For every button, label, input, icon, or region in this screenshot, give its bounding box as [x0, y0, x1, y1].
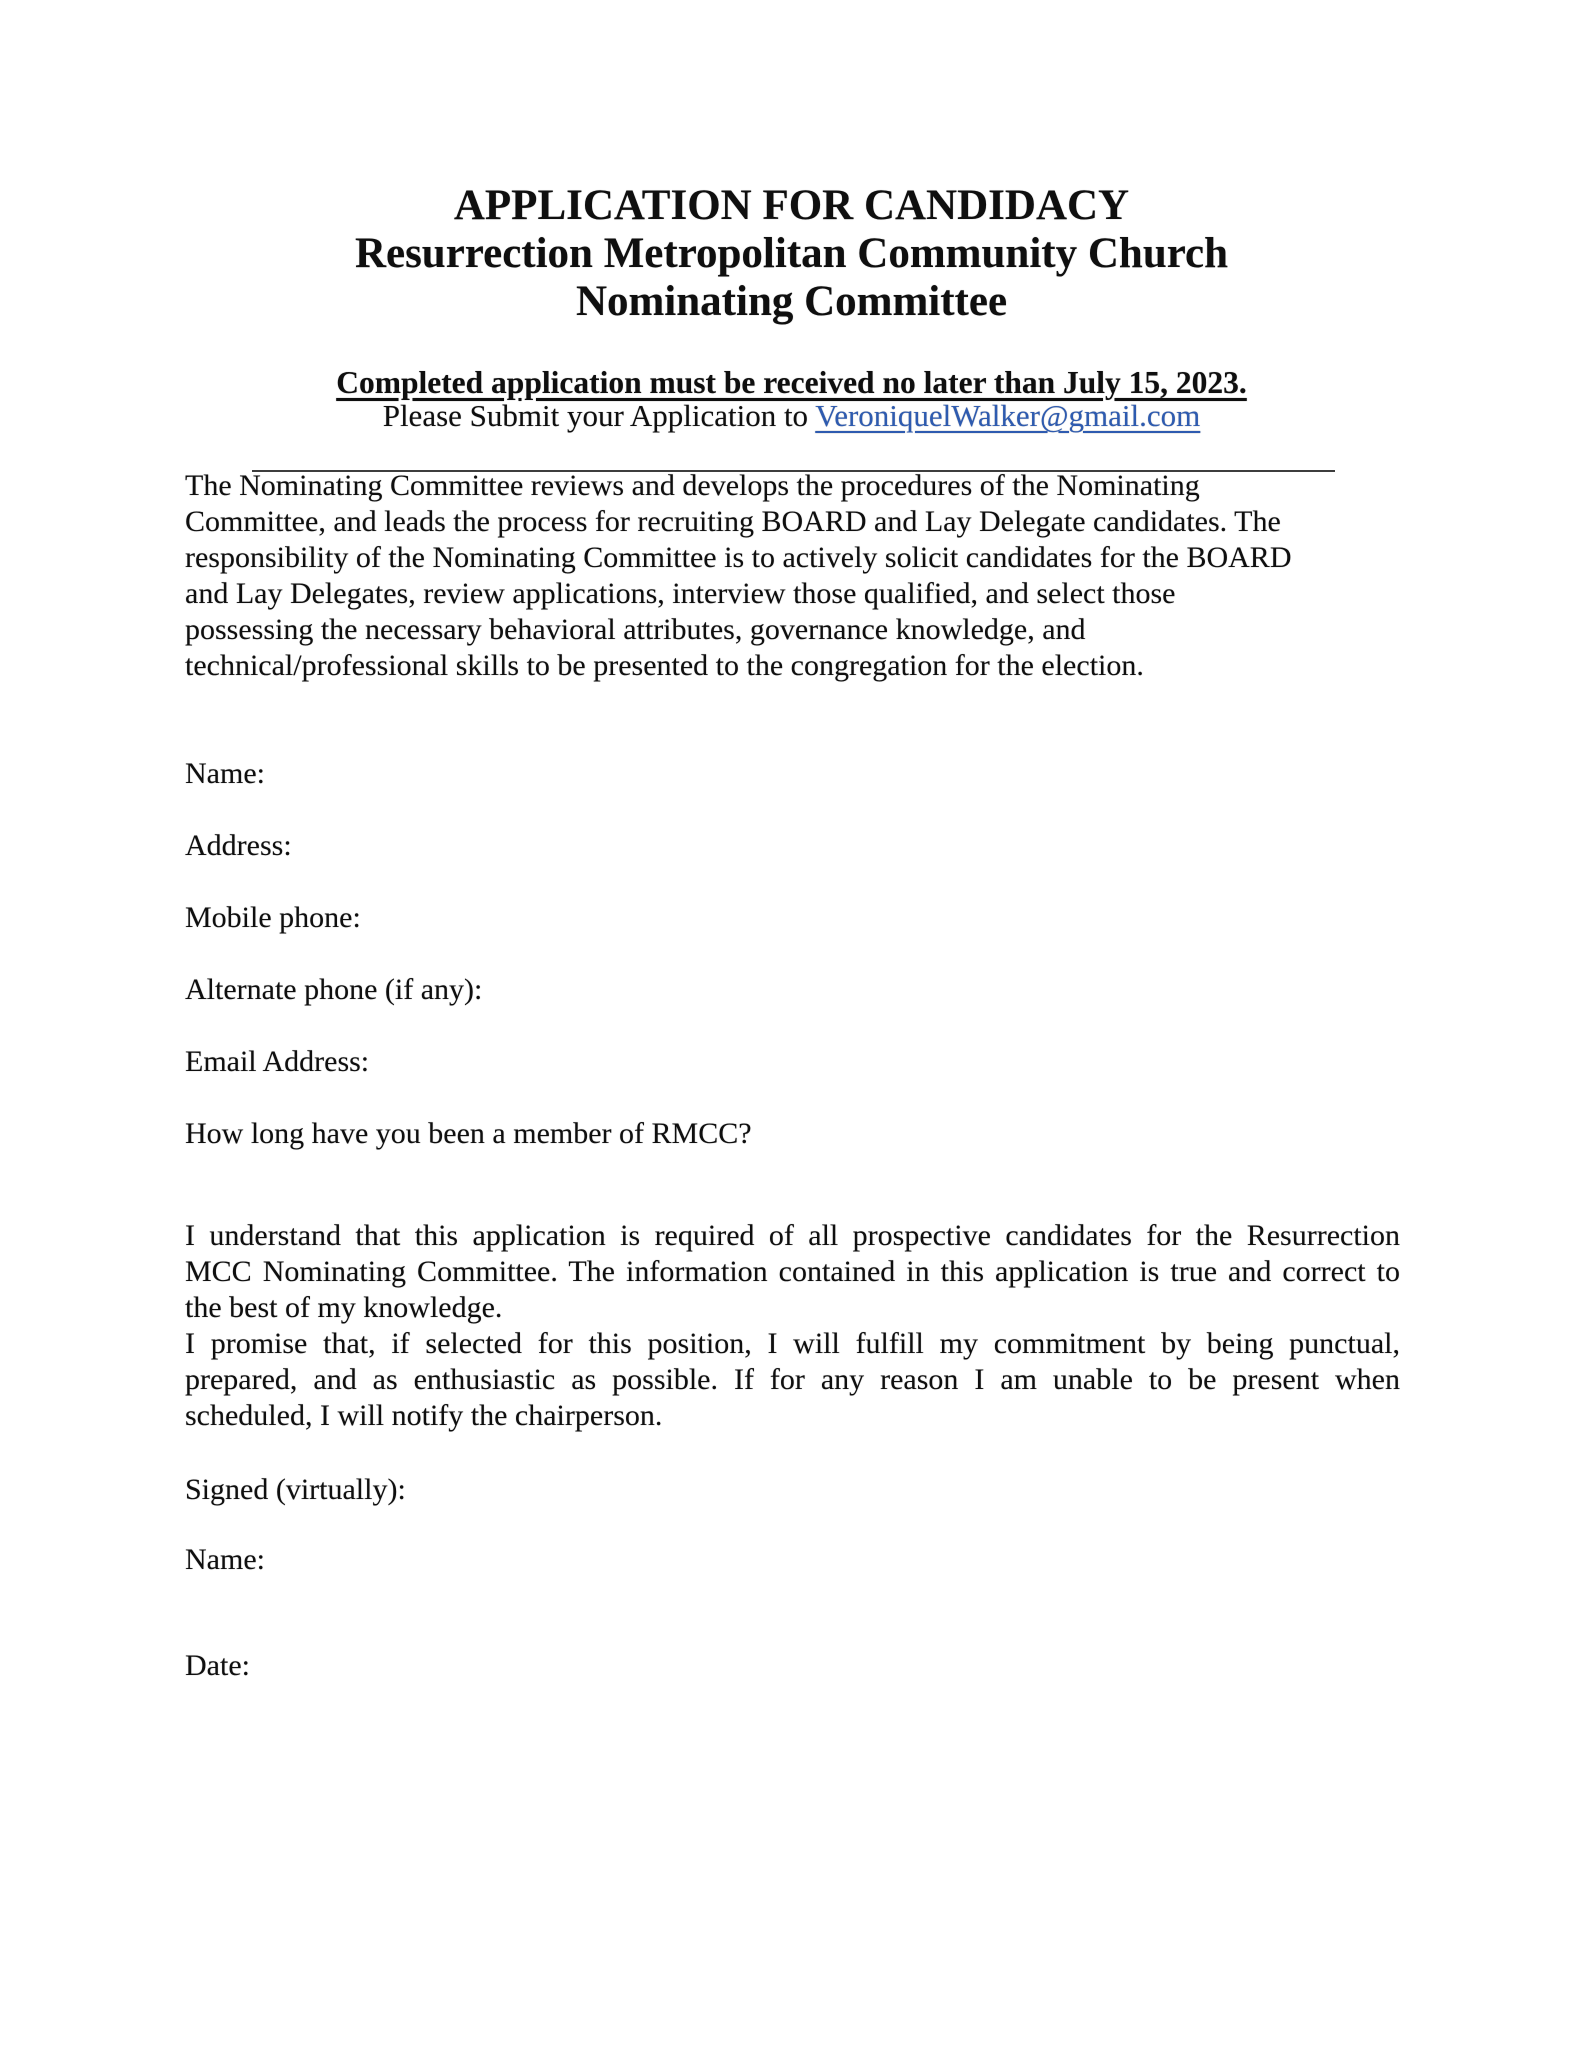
form-field-label: Mobile phone: — [185, 901, 361, 934]
form-field-labels — [185, 756, 1400, 1188]
intro-paragraph-line: The Nominating Committee reviews and develops the procedures of the Nominating — [185, 469, 1200, 502]
declaration-line: I understand that this application is required of all prospective candidates for the Resurrection — [185, 1219, 1400, 1252]
intro-paragraph-line: Committee, and leads the process for recruiting BOARD and Lay Delegate candidates. The — [185, 505, 1281, 538]
page-title — [0, 182, 1583, 326]
signature-name-label: Name: — [185, 1543, 265, 1576]
intro-paragraph-line: responsibility of the Nominating Committee is to actively solicit candidates for the BOARD — [185, 541, 1292, 574]
submit-instruction-text: Please Submit your Application to — [382, 398, 816, 433]
signature-date-label: Date: — [185, 1649, 250, 1682]
declaration-line: MCC Nominating Committee. The information contained in this application is true and correct to — [185, 1255, 1400, 1288]
form-field-label: Alternate phone (if any): — [185, 973, 483, 1006]
form-field-label: Email Address: — [185, 1045, 370, 1078]
intro-paragraph-line: and Lay Delegates, review applications, interview those qualified, and select those — [185, 577, 1176, 610]
intro-paragraph — [185, 468, 1365, 684]
title-line: Resurrection Metropolitan Community Church — [354, 230, 1229, 277]
signed-virtually-label: Signed (virtually): — [185, 1473, 406, 1506]
form-field-label: How long have you been a member of RMCC? — [185, 1117, 752, 1150]
email-link[interactable]: VeroniquelWalker@gmail.com — [815, 398, 1201, 433]
declaration-line: scheduled, I will notify the chairperson. — [185, 1399, 663, 1432]
deadline-notice: Completed application must be received no later than July 15, 2023. — [336, 365, 1247, 400]
declaration-line: the best of my knowledge. — [185, 1291, 503, 1324]
declaration-line: I promise that, if selected for this position, I will fulfill my commitment by being punctual, — [185, 1327, 1400, 1360]
declaration-section — [185, 1218, 1400, 1434]
form-field-label: Name: — [185, 757, 265, 790]
title-line: APPLICATION FOR CANDIDACY — [453, 182, 1130, 229]
intro-paragraph-line: possessing the necessary behavioral attributes, governance knowledge, and — [185, 613, 1086, 646]
intro-paragraph-line: technical/professional skills to be presented to the congregation for the election. — [185, 649, 1144, 682]
declaration-line: prepared, and as enthusiastic as possible. If for any reason I am unable to be present when — [185, 1363, 1400, 1396]
form-field-label: Address: — [185, 829, 292, 862]
submit-instruction — [0, 399, 1583, 433]
declaration-paragraph-2 — [185, 1326, 1400, 1434]
title-line: Nominating Committee — [575, 278, 1008, 325]
declaration-paragraph-1 — [185, 1218, 1400, 1326]
